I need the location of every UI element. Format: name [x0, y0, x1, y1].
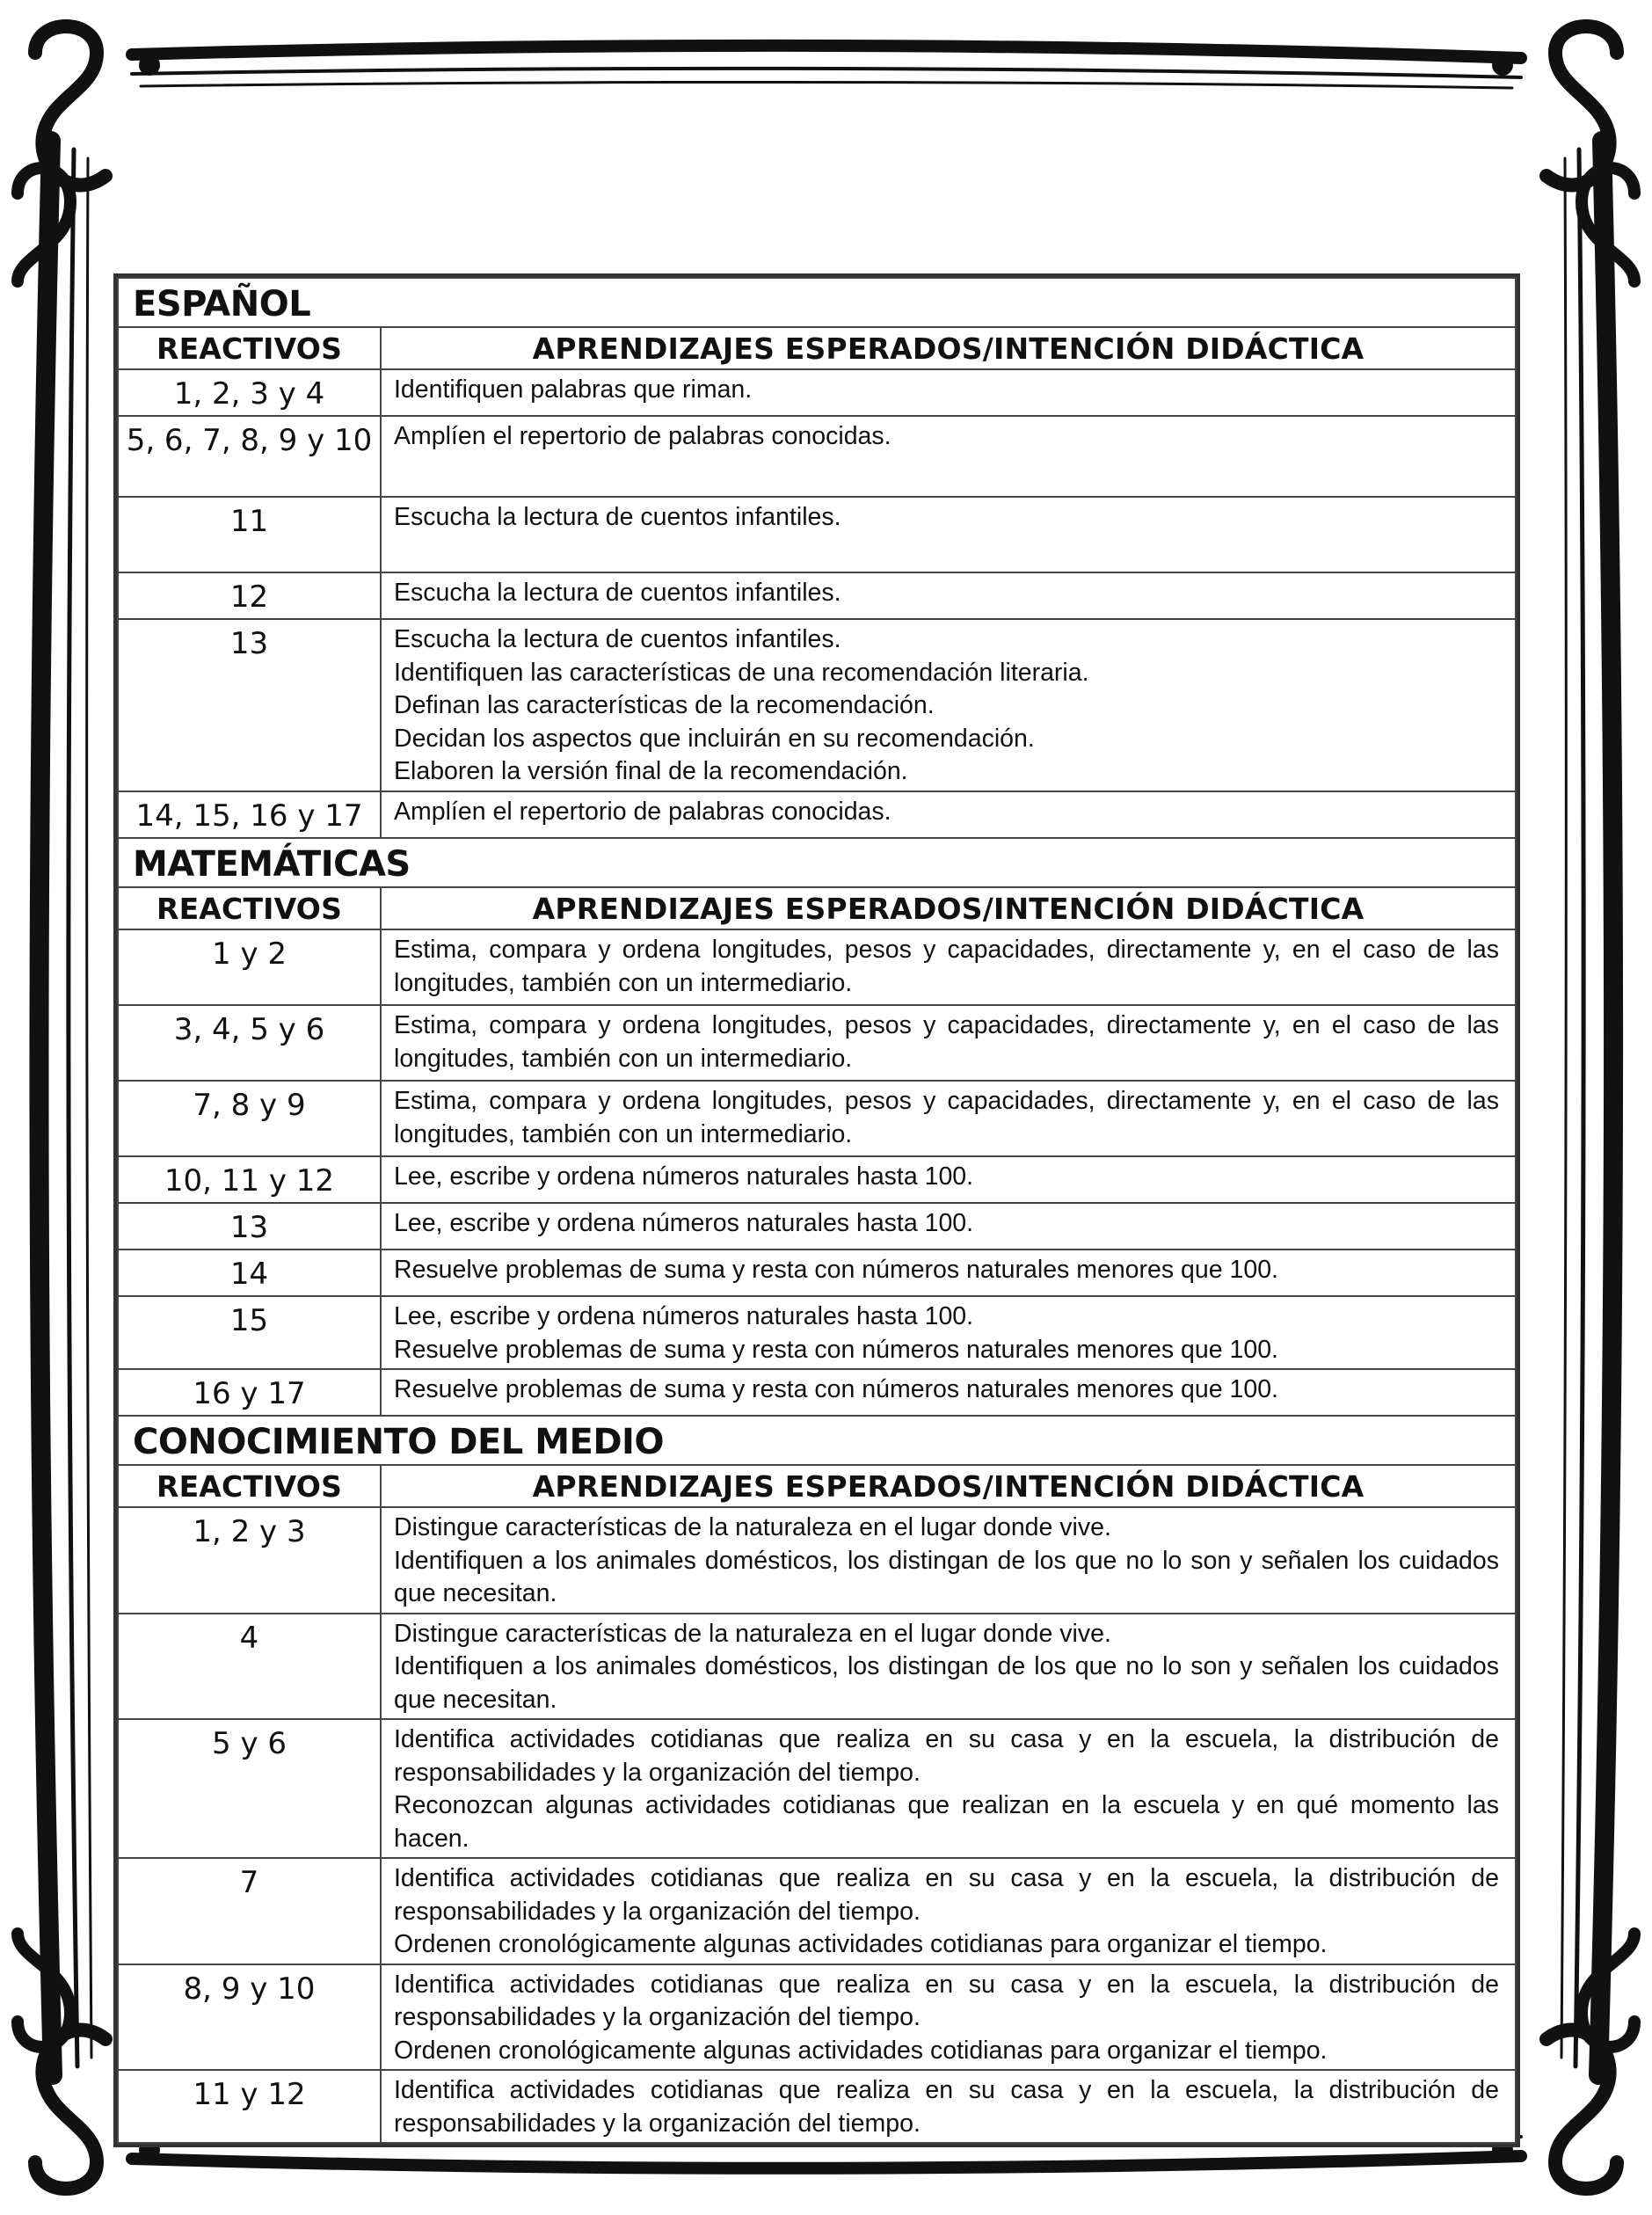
header-reactivos: REACTIVOS: [118, 327, 381, 369]
aprendizaje-text: Identifiquen las características de una recomendación literaria.: [394, 658, 1089, 687]
aprendizaje-text: Lee, escribe y ordena números naturales hasta 100.: [394, 1302, 974, 1330]
reactivos-cell: 10, 11 y 12: [118, 1156, 381, 1203]
aprendizaje-text: Elaboren la versión final de la recomendación.: [394, 757, 908, 785]
table-body: [118, 278, 1516, 2143]
aprendizajes-cell: [381, 369, 1516, 416]
aprendizaje-text: Escucha la lectura de cuentos infantiles.: [394, 503, 841, 531]
column-header-row: [118, 1465, 1516, 1507]
header-reactivos: REACTIVOS: [118, 887, 381, 929]
reactivos-cell: 3, 4, 5 y 6: [118, 1005, 381, 1081]
section-title-conocimiento-del-medio: CONOCIMIENTO DEL MEDIO: [118, 1416, 1516, 1465]
header-aprendizajes: APRENDIZAJES ESPERADOS/INTENCIÓN DIDÁCTICA: [381, 1465, 1516, 1507]
aprendizaje-text: Identifiquen a los animales domésticos, los distingan de los que no lo son y señalen los cuidados que necesitan.: [394, 1652, 1499, 1714]
reactivos-cell: 13: [118, 619, 381, 791]
aprendizaje-text: Escucha la lectura de cuentos infantiles.: [394, 579, 841, 607]
aprendizaje-text: Lee, escribe y ordena números naturales hasta 100.: [394, 1209, 974, 1237]
table-row: [118, 1081, 1516, 1156]
aprendizaje-text: Estima, compara y ordena longitudes, pesos y capacidades, directamente y, en el caso de las longitudes, también con un intermediario.: [394, 1087, 1499, 1148]
table-row: [118, 1156, 1516, 1203]
reactivos-cell: 1, 2 y 3: [118, 1507, 381, 1614]
table-row: [118, 619, 1516, 791]
table-row: [118, 1964, 1516, 2071]
table-row: [118, 1005, 1516, 1081]
reactivos-cell: 11: [118, 497, 381, 572]
reactivos-cell: 7: [118, 1858, 381, 1964]
aprendizajes-cell: [381, 929, 1516, 1005]
aprendizaje-text: Lee, escribe y ordena números naturales hasta 100.: [394, 1162, 974, 1191]
section-title-row: [118, 278, 1516, 327]
table-row: [118, 929, 1516, 1005]
reactivos-cell: 8, 9 y 10: [118, 1964, 381, 2071]
aprendizajes-cell: [381, 1296, 1516, 1369]
aprendizajes-cell: [381, 1964, 1516, 2071]
learning-outcomes-table: [117, 277, 1517, 2144]
table-row: [118, 572, 1516, 619]
table-row: [118, 497, 1516, 572]
aprendizajes-cell: [381, 619, 1516, 791]
aprendizajes-cell: [381, 2070, 1516, 2143]
reactivos-cell: 1, 2, 3 y 4: [118, 369, 381, 416]
content-table-container: [113, 273, 1520, 2147]
table-row: [118, 369, 1516, 416]
aprendizajes-cell: [381, 1507, 1516, 1614]
table-row: [118, 1203, 1516, 1250]
aprendizajes-cell: [381, 791, 1516, 838]
column-header-row: [118, 887, 1516, 929]
reactivos-cell: 5 y 6: [118, 1719, 381, 1858]
aprendizajes-cell: [381, 497, 1516, 572]
aprendizajes-cell: [381, 416, 1516, 497]
aprendizajes-cell: [381, 1005, 1516, 1081]
aprendizaje-text: Ordenen cronológicamente algunas actividades cotidianas para organizar el tiempo.: [394, 1930, 1328, 1958]
table-row: [118, 416, 1516, 497]
aprendizaje-text: Identifica actividades cotidianas que realiza en su casa y en la escuela, la distribución de responsabilidades y la organización del tiempo.: [394, 1725, 1499, 1787]
header-reactivos: REACTIVOS: [118, 1465, 381, 1507]
aprendizaje-text: Amplíen el repertorio de palabras conocidas.: [394, 798, 891, 826]
table-row: [118, 1369, 1516, 1416]
aprendizaje-text: Ordenen cronológicamente algunas actividades cotidianas para organizar el tiempo.: [394, 2036, 1328, 2065]
aprendizaje-text: Estima, compara y ordena longitudes, pesos y capacidades, directamente y, en el caso de las longitudes, también con un intermediario.: [394, 936, 1499, 997]
table-row: [118, 1858, 1516, 1964]
reactivos-cell: 5, 6, 7, 8, 9 y 10: [118, 416, 381, 497]
aprendizaje-text: Identifiquen a los animales domésticos, los distingan de los que no lo son y señalen los cuidados que necesitan.: [394, 1546, 1499, 1607]
aprendizajes-cell: [381, 1250, 1516, 1296]
aprendizaje-text: Identifiquen palabras que riman.: [394, 375, 753, 404]
reactivos-cell: 15: [118, 1296, 381, 1369]
section-title-row: [118, 1416, 1516, 1465]
aprendizajes-cell: [381, 572, 1516, 619]
section-title-matematicas: MATEMÁTICAS: [118, 838, 1516, 887]
aprendizajes-cell: [381, 1081, 1516, 1156]
table-row: [118, 1719, 1516, 1858]
table-row: [118, 791, 1516, 838]
table-row: [118, 1296, 1516, 1369]
aprendizaje-text: Resuelve problemas de suma y resta con números naturales menores que 100.: [394, 1256, 1278, 1284]
reactivos-cell: 14: [118, 1250, 381, 1296]
reactivos-cell: 16 y 17: [118, 1369, 381, 1416]
header-aprendizajes: APRENDIZAJES ESPERADOS/INTENCIÓN DIDÁCTICA: [381, 327, 1516, 369]
table-row: [118, 1614, 1516, 1720]
table-row: [118, 1250, 1516, 1296]
aprendizajes-cell: [381, 1614, 1516, 1720]
aprendizaje-text: Reconozcan algunas actividades cotidianas que realizan en la escuela y en qué momento las hacen.: [394, 1791, 1499, 1853]
table-row: [118, 2070, 1516, 2143]
aprendizaje-text: Resuelve problemas de suma y resta con números naturales menores que 100.: [394, 1335, 1278, 1364]
reactivos-cell: 13: [118, 1203, 381, 1250]
aprendizaje-text: Resuelve problemas de suma y resta con números naturales menores que 100.: [394, 1375, 1278, 1403]
reactivos-cell: 14, 15, 16 y 17: [118, 791, 381, 838]
aprendizajes-cell: [381, 1203, 1516, 1250]
aprendizajes-cell: [381, 1369, 1516, 1416]
header-aprendizajes: APRENDIZAJES ESPERADOS/INTENCIÓN DIDÁCTICA: [381, 887, 1516, 929]
reactivos-cell: 7, 8 y 9: [118, 1081, 381, 1156]
section-title-espanol: ESPAÑOL: [118, 278, 1516, 327]
table-row: [118, 1507, 1516, 1614]
aprendizaje-text: Distingue características de la naturaleza en el lugar donde vive.: [394, 1619, 1111, 1648]
aprendizaje-text: Identifica actividades cotidianas que realiza en su casa y en la escuela, la distribución de responsabilidades y la organización del tiempo.: [394, 2076, 1499, 2138]
reactivos-cell: 11 y 12: [118, 2070, 381, 2143]
aprendizaje-text: Distingue características de la naturaleza en el lugar donde vive.: [394, 1513, 1111, 1541]
aprendizajes-cell: [381, 1156, 1516, 1203]
aprendizaje-text: Escucha la lectura de cuentos infantiles.: [394, 625, 841, 653]
aprendizajes-cell: [381, 1719, 1516, 1858]
aprendizaje-text: Identifica actividades cotidianas que realiza en su casa y en la escuela, la distribución de responsabilidades y la organización del tiempo.: [394, 1970, 1499, 2031]
reactivos-cell: 1 y 2: [118, 929, 381, 1005]
aprendizaje-text: Identifica actividades cotidianas que realiza en su casa y en la escuela, la distribución de responsabilidades y la organización del tiempo.: [394, 1864, 1499, 1926]
column-header-row: [118, 327, 1516, 369]
reactivos-cell: 12: [118, 572, 381, 619]
aprendizaje-text: Definan las características de la recomendación.: [394, 691, 935, 719]
aprendizaje-text: Estima, compara y ordena longitudes, pesos y capacidades, directamente y, en el caso de las longitudes, también con un intermediario.: [394, 1011, 1499, 1073]
aprendizaje-text: Amplíen el repertorio de palabras conocidas.: [394, 422, 891, 450]
reactivos-cell: 4: [118, 1614, 381, 1720]
aprendizajes-cell: [381, 1858, 1516, 1964]
section-title-row: [118, 838, 1516, 887]
aprendizaje-text: Decidan los aspectos que incluirán en su recomendación.: [394, 724, 1035, 753]
